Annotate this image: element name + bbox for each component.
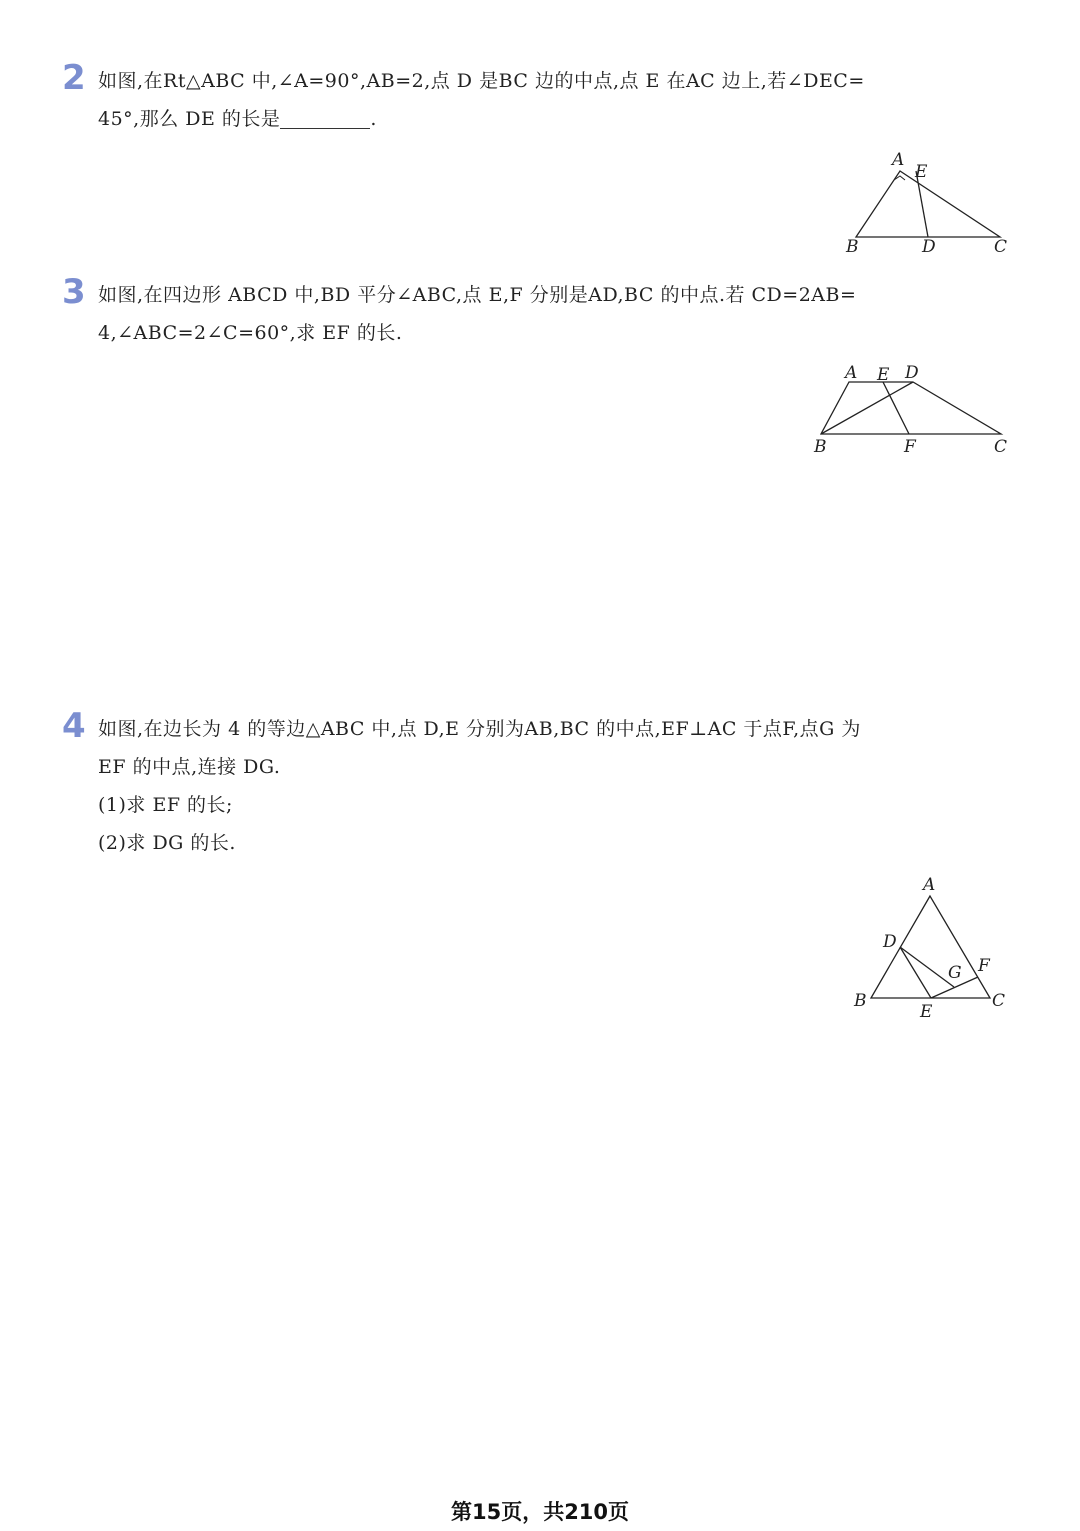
problem-4 [62, 706, 1022, 862]
label-c: C [994, 237, 1008, 257]
problem-line-text: 45°,那么 DE 的长是 [98, 108, 281, 130]
figure-problem-2 [840, 145, 1020, 260]
label-a: A [892, 150, 905, 170]
segment-de [900, 947, 931, 998]
problem-text [98, 62, 1022, 138]
label-e: E [877, 365, 890, 385]
label-a: A [845, 363, 858, 383]
label-b: B [814, 437, 827, 457]
segment-dg [900, 947, 954, 987]
problem-number: 2 [62, 58, 86, 98]
problem-line: 如图,在四边形 ABCD 中,BD 平分∠ABC,点 E,F 分别是AD,BC 的中点.若 CD=2AB= [98, 284, 857, 306]
problem-number: 4 [62, 706, 86, 746]
label-f: F [904, 437, 916, 457]
problem-line: EF 的中点,连接 DG. [98, 756, 281, 778]
quadrilateral-abcd [821, 382, 1001, 434]
figure-problem-4 [845, 870, 1025, 1030]
label-b: B [854, 991, 867, 1011]
label-a: A [923, 875, 936, 895]
page-footer: 第15页，共210页 [450, 1500, 630, 1524]
answer-blank[interactable] [280, 106, 370, 129]
problem-number: 3 [62, 272, 86, 312]
segment-ef [883, 382, 909, 434]
label-f: F [978, 956, 990, 976]
problem-text [98, 710, 1022, 862]
label-e: E [915, 162, 928, 182]
problem-text [98, 276, 1022, 352]
label-g: G [948, 963, 962, 983]
label-d: D [905, 363, 919, 383]
triangle-abc [856, 171, 1000, 237]
figure-problem-3 [805, 360, 1015, 460]
problem-line [98, 100, 1022, 138]
label-d: D [922, 237, 936, 257]
label-c: C [992, 991, 1006, 1011]
label-d: D [883, 932, 897, 952]
problem-line: 如图,在Rt△ABC 中,∠A=90°,AB=2,点 D 是BC 边的中点,点 E 在AC 边上,若∠DEC= [98, 70, 865, 92]
problem-line-end: . [370, 108, 377, 130]
sub-question-1: (1)求 EF 的长; [98, 794, 233, 816]
label-e: E [920, 1002, 933, 1022]
problem-3 [62, 272, 1022, 352]
problem-line: 4,∠ABC=2∠C=60°,求 EF 的长. [98, 322, 403, 344]
problem-line: 如图,在边长为 4 的等边△ABC 中,点 D,E 分别为AB,BC 的中点,EF⊥AC 于点F,点G 为 [98, 718, 861, 740]
label-c: C [994, 437, 1008, 457]
sub-question-2: (2)求 DG 的长. [98, 832, 236, 854]
problem-2 [62, 58, 1022, 138]
label-b: B [846, 237, 859, 257]
